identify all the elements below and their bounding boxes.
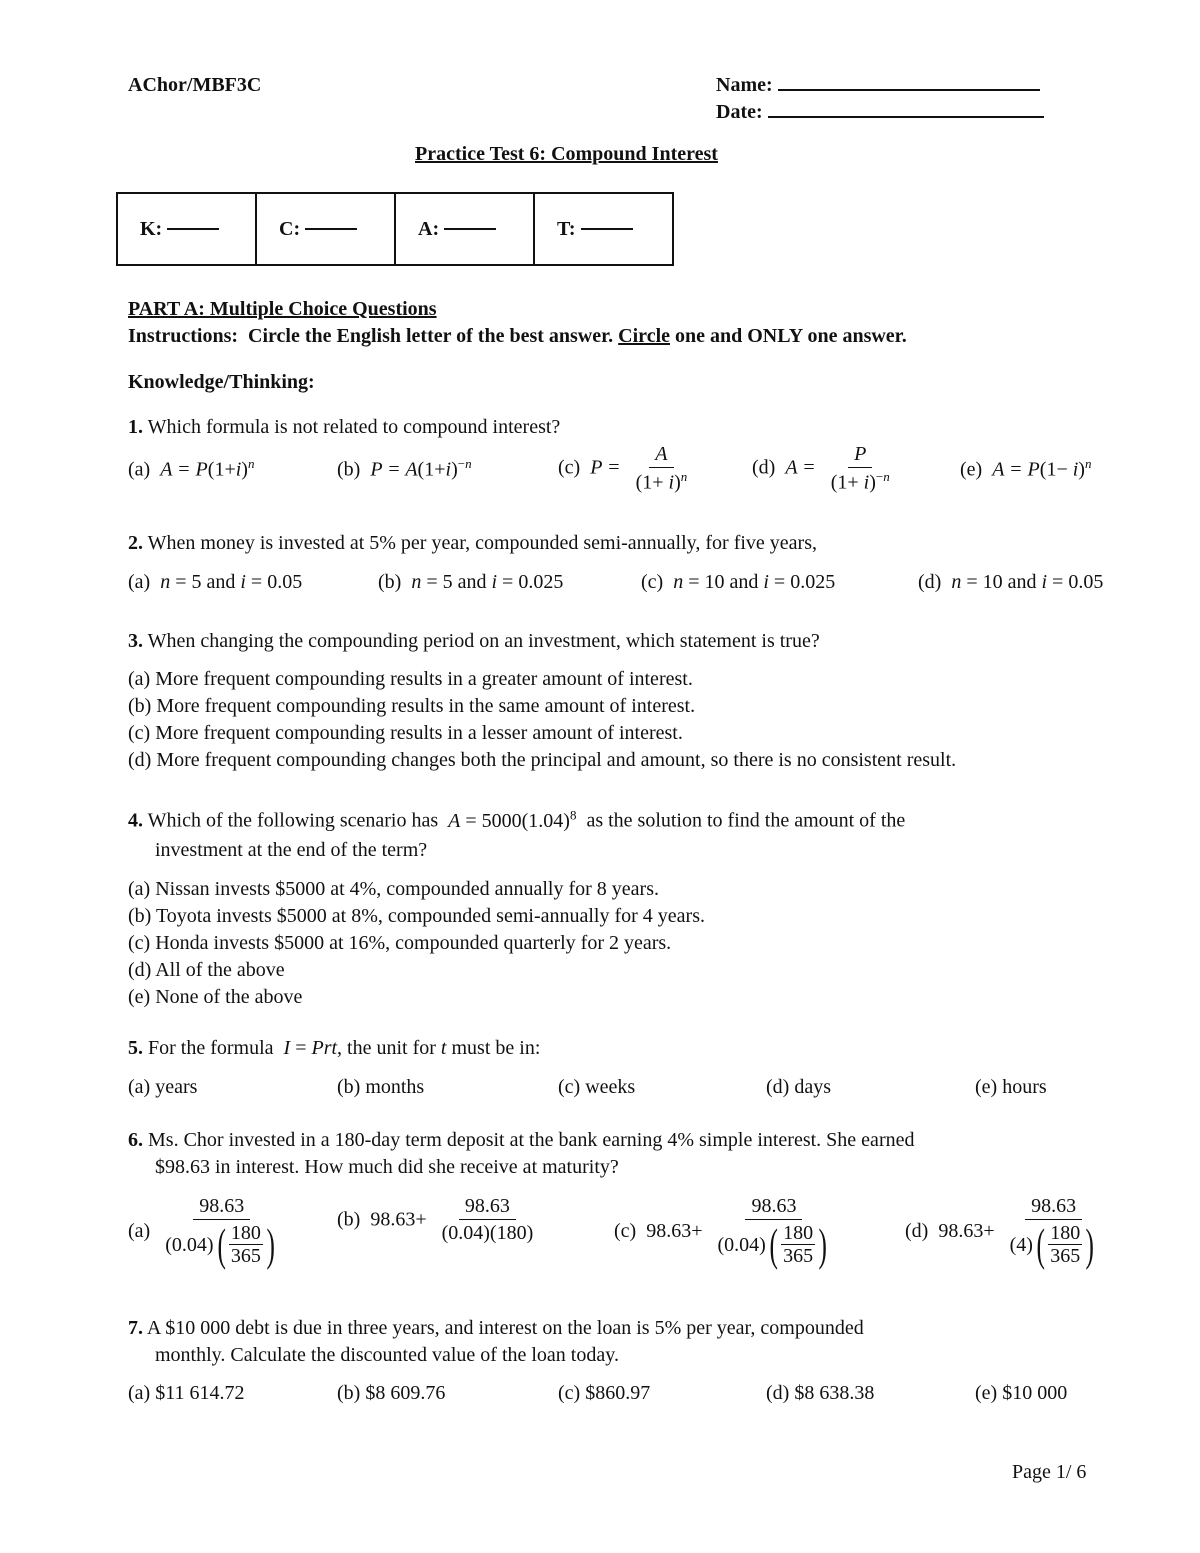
- question-number: 1.: [128, 416, 143, 438]
- page-number: Page 1/ 6: [1012, 1461, 1087, 1483]
- q2-option-a[interactable]: [128, 571, 302, 594]
- instructions-label: Instructions:: [128, 325, 239, 347]
- score-blank-line: [167, 228, 219, 230]
- fraction: $\frac{P}{(1+ i)^{-n}}$: [830, 443, 890, 494]
- instructions-circle: Circle: [618, 325, 670, 347]
- option-letter: (d): [905, 1220, 929, 1242]
- formula: t: [440, 1037, 447, 1059]
- option-letter: (c): [641, 571, 664, 593]
- score-label: C:: [279, 217, 301, 240]
- q5-option-e[interactable]: (e) hours: [975, 1076, 1047, 1098]
- formula: 98.63+: [933, 1220, 995, 1242]
- formula: n = 10 and i = 0.025: [673, 571, 836, 593]
- option-letter: (d): [918, 571, 942, 593]
- q1-option-c[interactable]: [558, 443, 697, 495]
- score-label: K:: [140, 217, 163, 240]
- formula: ): [241, 458, 248, 481]
- q3-option-a[interactable]: (a) More frequent compounding results in a greater amount of interest.: [128, 668, 693, 690]
- formula: 98.63+: [641, 1220, 703, 1242]
- question-number: 7.: [128, 1317, 143, 1339]
- question-6-line2: $98.63 in interest. How much did she receive at maturity?: [155, 1156, 619, 1178]
- part-a-heading: PART A: Multiple Choice Questions: [128, 298, 437, 320]
- formula: i: [445, 458, 452, 481]
- fraction: $\frac{98.63}{(0.04)(180)}$: [441, 1195, 534, 1244]
- q3-option-d[interactable]: (d) More frequent compounding changes both the principal and amount, so there is no consistent result.: [128, 749, 957, 771]
- q1-option-a[interactable]: [128, 456, 254, 482]
- question-number: 3.: [128, 630, 143, 652]
- fraction: 98.63 (0.04) ( $\frac{180}{365}$ ): [165, 1195, 275, 1270]
- q5-option-a[interactable]: (a) years: [128, 1076, 198, 1098]
- question-number: 6.: [128, 1129, 143, 1151]
- q1-option-d[interactable]: [752, 443, 900, 495]
- q1-option-b[interactable]: [337, 456, 472, 482]
- option-letter: (c): [614, 1220, 637, 1242]
- score-label: A:: [418, 217, 440, 240]
- formula: (1−: [1039, 458, 1073, 481]
- q2-option-c[interactable]: [641, 571, 835, 594]
- option-letter: (b): [337, 458, 361, 481]
- question-2: [128, 532, 817, 555]
- formula: n: [1084, 456, 1092, 471]
- instructions-tail: one and ONLY one answer.: [675, 325, 907, 347]
- score-cell-a[interactable]: [396, 194, 535, 264]
- question-3: [128, 630, 820, 653]
- instructions-text: Circle the English letter of the best answer.: [248, 325, 614, 347]
- question-text: When money is invested at 5% per year, compounded semi-annually, for five years,: [147, 532, 817, 554]
- formula: ): [1078, 458, 1085, 481]
- formula: n: [247, 456, 255, 471]
- question-4-line2: investment at the end of the term?: [155, 839, 428, 861]
- question-text: Ms. Chor invested in a 180-day term deposit at the bank earning 4% simple interest. She earned: [148, 1129, 915, 1151]
- q7-option-b[interactable]: (b) $8 609.76: [337, 1382, 446, 1404]
- formula: A = P: [987, 458, 1040, 481]
- question-number: 4.: [128, 809, 143, 832]
- option-letter: (e): [960, 458, 983, 481]
- q7-option-c[interactable]: (c) $860.97: [558, 1382, 651, 1404]
- formula: P =: [585, 456, 621, 479]
- formula: A = P: [155, 458, 208, 481]
- q5-option-d[interactable]: (d) days: [766, 1076, 831, 1098]
- question-text: Which of the following scenario has: [147, 809, 439, 832]
- formula: ): [451, 458, 458, 481]
- score-blank-line: [444, 228, 496, 230]
- q1-option-e[interactable]: [960, 456, 1091, 482]
- formula: −n: [457, 456, 472, 471]
- question-5: [128, 1037, 540, 1060]
- score-label: T:: [557, 217, 576, 240]
- option-letter: (b): [378, 571, 402, 593]
- instructions: [128, 325, 907, 348]
- q3-option-b[interactable]: (b) More frequent compounding results in the same amount of interest.: [128, 695, 696, 717]
- q2-option-b[interactable]: [378, 571, 563, 594]
- course-code: AChor/MBF3C: [128, 74, 262, 96]
- option-letter: (a): [128, 571, 151, 593]
- score-box: [116, 192, 674, 266]
- question-number: 2.: [128, 532, 143, 554]
- q6-option-a[interactable]: [128, 1195, 288, 1268]
- q6-option-b[interactable]: [337, 1195, 543, 1245]
- fraction: $\frac{A}{(1+ i)^n}$: [635, 443, 688, 494]
- formula: n = 5 and i = 0.025: [411, 571, 564, 593]
- formula: (1+: [417, 458, 446, 481]
- q3-option-c[interactable]: (c) More frequent compounding results in a lesser amount of interest.: [128, 722, 683, 744]
- question-text: When changing the compounding period on an investment, which statement is true?: [147, 630, 820, 652]
- fraction: 98.63 (0.04) ( $\frac{180}{365}$ ): [717, 1195, 828, 1270]
- page-title: Practice Test 6: Compound Interest: [415, 143, 718, 165]
- date-blank-line[interactable]: [768, 116, 1044, 118]
- q6-option-c[interactable]: [614, 1195, 840, 1268]
- q6-option-d[interactable]: [905, 1195, 1108, 1268]
- score-cell-k[interactable]: [118, 194, 257, 264]
- option-letter: (a): [128, 1220, 151, 1242]
- score-blank-line: [581, 228, 633, 230]
- fraction: 98.63 (4) ( $\frac{180}{365}$ ): [1009, 1195, 1095, 1270]
- q2-option-d[interactable]: [918, 571, 1103, 594]
- name-label: Name:: [716, 74, 773, 96]
- formula: (1+: [207, 458, 236, 481]
- formula: A =: [780, 456, 816, 479]
- question-text: For the formula: [148, 1037, 274, 1059]
- score-blank-line: [305, 228, 357, 230]
- formula: $A = 5000(1.04)^8$: [448, 807, 577, 832]
- q4-option-a[interactable]: (a) Nissan invests $5000 at 4%, compounded annually for 8 years.: [128, 878, 659, 900]
- option-letter: (b): [337, 1208, 361, 1231]
- question-number: 5.: [128, 1037, 143, 1059]
- formula: 98.63+: [365, 1208, 427, 1231]
- q5-option-b[interactable]: (b) months: [337, 1076, 425, 1098]
- section-heading: Knowledge/Thinking:: [128, 371, 315, 393]
- question-text: must be in:: [451, 1037, 541, 1059]
- formula: n = 10 and i = 0.05: [951, 571, 1104, 593]
- option-letter: (c): [558, 456, 581, 479]
- option-letter: (a): [128, 458, 151, 481]
- formula: P = A: [365, 458, 418, 481]
- q5-option-c[interactable]: (c) weeks: [558, 1076, 636, 1098]
- q7-option-a[interactable]: (a) $11 614.72: [128, 1382, 245, 1404]
- q7-option-d[interactable]: (d) $8 638.38: [766, 1382, 875, 1404]
- name-blank-line[interactable]: [778, 89, 1040, 91]
- name-field[interactable]: [716, 74, 1040, 97]
- formula: n = 5 and i = 0.05: [160, 571, 303, 593]
- date-field[interactable]: [716, 101, 1044, 124]
- formula: I = Prt: [283, 1037, 338, 1059]
- score-cell-t[interactable]: [535, 194, 672, 264]
- q7-option-e[interactable]: (e) $10 000: [975, 1382, 1068, 1404]
- question-text: A $10 000 debt is due in three years, and interest on the loan is 5% per year, compounded: [146, 1317, 864, 1339]
- question-text: , the unit for: [337, 1037, 436, 1059]
- question-4: [128, 807, 905, 833]
- formula: i: [235, 458, 242, 481]
- q4-option-e[interactable]: (e) None of the above: [128, 986, 303, 1008]
- date-label: Date:: [716, 101, 763, 123]
- q4-option-c[interactable]: (c) Honda invests $5000 at 16%, compounded quarterly for 2 years.: [128, 932, 672, 954]
- question-6: [128, 1129, 914, 1152]
- question-1: [128, 416, 560, 439]
- question-text: as the solution to find the amount of the: [586, 809, 906, 832]
- question-7: [128, 1317, 864, 1340]
- option-letter: (d): [752, 456, 776, 479]
- formula: i: [1072, 458, 1079, 481]
- question-text: Which formula is not related to compound interest?: [147, 416, 561, 438]
- question-7-line2: monthly. Calculate the discounted value of the loan today.: [155, 1344, 619, 1366]
- score-cell-c[interactable]: [257, 194, 396, 264]
- q4-option-d[interactable]: (d) All of the above: [128, 959, 285, 981]
- q4-option-b[interactable]: (b) Toyota invests $5000 at 8%, compounded semi-annually for 4 years.: [128, 905, 705, 927]
